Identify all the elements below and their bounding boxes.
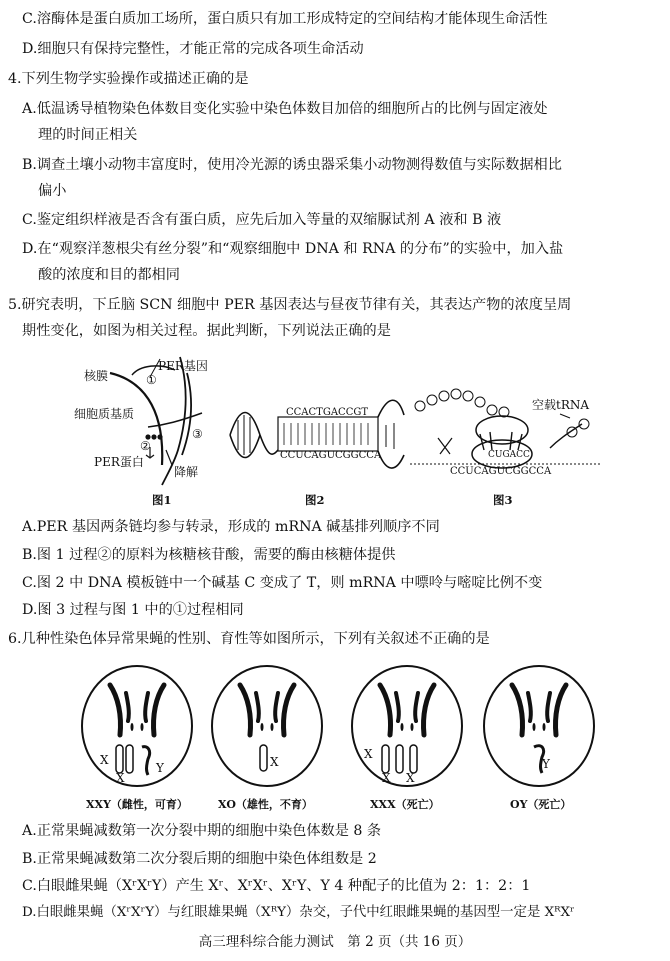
cell-xxx-caption: XXX（死亡）	[370, 798, 440, 811]
figure-2-caption: 图2	[305, 493, 325, 507]
fig2-seq-bottom: CCUCAGUCGGCCA	[280, 450, 382, 461]
page-footer: 高三理科综合能力测试 第 2 页（共 16 页）	[198, 934, 472, 950]
chrom-x-label-1: X	[364, 747, 373, 761]
q4-option-d-line2: 酸的浓度和目的都相同	[38, 267, 180, 283]
step-1-marker: ①	[146, 373, 157, 387]
q4-option-a-line2: 理的时间正相关	[38, 127, 138, 143]
cell-xo-caption: XO（雄性，不育）	[218, 798, 313, 811]
figure-3	[410, 378, 610, 488]
cell-xxy-caption: XXY（雌性，可育）	[86, 798, 188, 811]
q3-option-c: C.溶酶体是蛋白质加工场所，蛋白质只有加工形成特定的空间结构才能体现生命活性	[22, 11, 548, 27]
label-nuclear-membrane: 核膜	[84, 369, 109, 383]
q6-option-a: A.正常果蝇减数第一次分裂中期的细胞中染色体数是 8 条	[22, 823, 382, 839]
q5-option-d: D.图 3 过程与图 1 中的①过程相同	[22, 602, 244, 618]
label-degrade: 降解	[174, 465, 199, 479]
q3-option-d: D.细胞只有保持完整性，才能正常的完成各项生命活动	[22, 41, 364, 57]
q4-option-c: C.鉴定组织样液是否含有蛋白质，应先后加入等量的双缩脲试剂 A 液和 B 液	[22, 212, 502, 228]
figure-1	[70, 355, 230, 495]
cell-xo	[208, 663, 326, 789]
q4-option-a-line1: A.低温诱导植物染色体数目变化实验中染色体数目加倍的细胞所占的比例与固定液处	[22, 101, 548, 117]
q5-stem-line1: 5.研究表明，下丘脑 SCN 细胞中 PER 基因表达与昼夜节律有关，其表达产物的浓度呈周	[8, 297, 572, 313]
q6-option-c: C.白眼雌果蝇（XʳXʳY）产生 Xʳ、XʳXʳ、XʳY、Y 4 种配子的比值为 2：1：2：1	[22, 878, 531, 894]
figure-1-caption: 图1	[152, 493, 172, 507]
label-per-protein: PER蛋白	[94, 455, 144, 469]
q5-option-b: B.图 1 过程②的原料为核糖核苷酸，需要的酶由核糖体提供	[22, 547, 396, 563]
chrom-x-label-1: X	[100, 753, 109, 767]
chrom-x-label: X	[270, 755, 279, 769]
cell-oy-drawing	[480, 663, 598, 789]
q4-option-b-line1: B.调查土壤小动物丰富度时，使用冷光源的诱虫器采集小动物测得数值与实际数据相比	[22, 157, 562, 173]
chrom-x-label-3: X	[406, 771, 415, 785]
q4-stem: 4.下列生物学实验操作或描述正确的是	[8, 71, 249, 87]
cell-oy-caption: OY（死亡）	[510, 798, 572, 811]
step-2-marker: ②	[140, 439, 151, 453]
cell-xxx	[348, 663, 466, 789]
q6-option-d: D.白眼雌果蝇（XʳXʳY）与红眼雄果蝇（XᴿY）杂交，子代中红眼雌果蝇的基因型一定是 XᴿXʳ	[22, 905, 575, 920]
q5-stem-line2: 期性变化，如图为相关过程。据此判断，下列说法正确的是	[22, 323, 391, 339]
label-cytoplasm: 细胞质基质	[74, 407, 135, 421]
step-3-marker: ③	[192, 427, 203, 441]
label-per-gene: PER基因	[158, 359, 208, 373]
figure-3-caption: 图3	[493, 493, 513, 507]
cell-xxy-drawing	[78, 663, 196, 789]
q6-stem: 6.几种性染色体异常果蝇的性别、育性等如图所示，下列有关叙述不正确的是	[8, 631, 490, 647]
chrom-x-label-2: X	[116, 771, 125, 785]
cell-xo-drawing	[208, 663, 326, 789]
cell-oy	[480, 663, 598, 789]
chrom-y-label: Y	[542, 757, 550, 771]
q4-option-b-line2: 偏小	[38, 183, 67, 199]
q4-option-d-line1: D.在“观察洋葱根尖有丝分裂”和“观察细胞中 DNA 和 RNA 的分布”的实验中，加入盐	[22, 241, 564, 257]
chrom-y-label: Y	[156, 761, 164, 775]
cell-xxy	[78, 663, 196, 789]
fig2-seq-top: CCACTGACCGT	[286, 407, 369, 418]
q6-option-b: B.正常果蝇减数第二次分裂后期的细胞中染色体组数是 2	[22, 851, 377, 867]
figure-2	[228, 395, 408, 475]
fig3-seq-bottom: CCUCAGUCGGCCA	[450, 466, 552, 477]
fig3-seq-top: CUGACC	[488, 450, 530, 460]
chrom-x-label-2: X	[382, 771, 391, 785]
q5-option-c: C.图 2 中 DNA 模板链中一个碱基 C 变成了 T，则 mRNA 中嘌呤与嘧啶比例不变	[22, 575, 543, 591]
q5-option-a: A.PER 基因两条链均参与转录，形成的 mRNA 碱基排列顺序不同	[22, 519, 440, 535]
label-empty-trna: 空载tRNA	[532, 398, 590, 412]
